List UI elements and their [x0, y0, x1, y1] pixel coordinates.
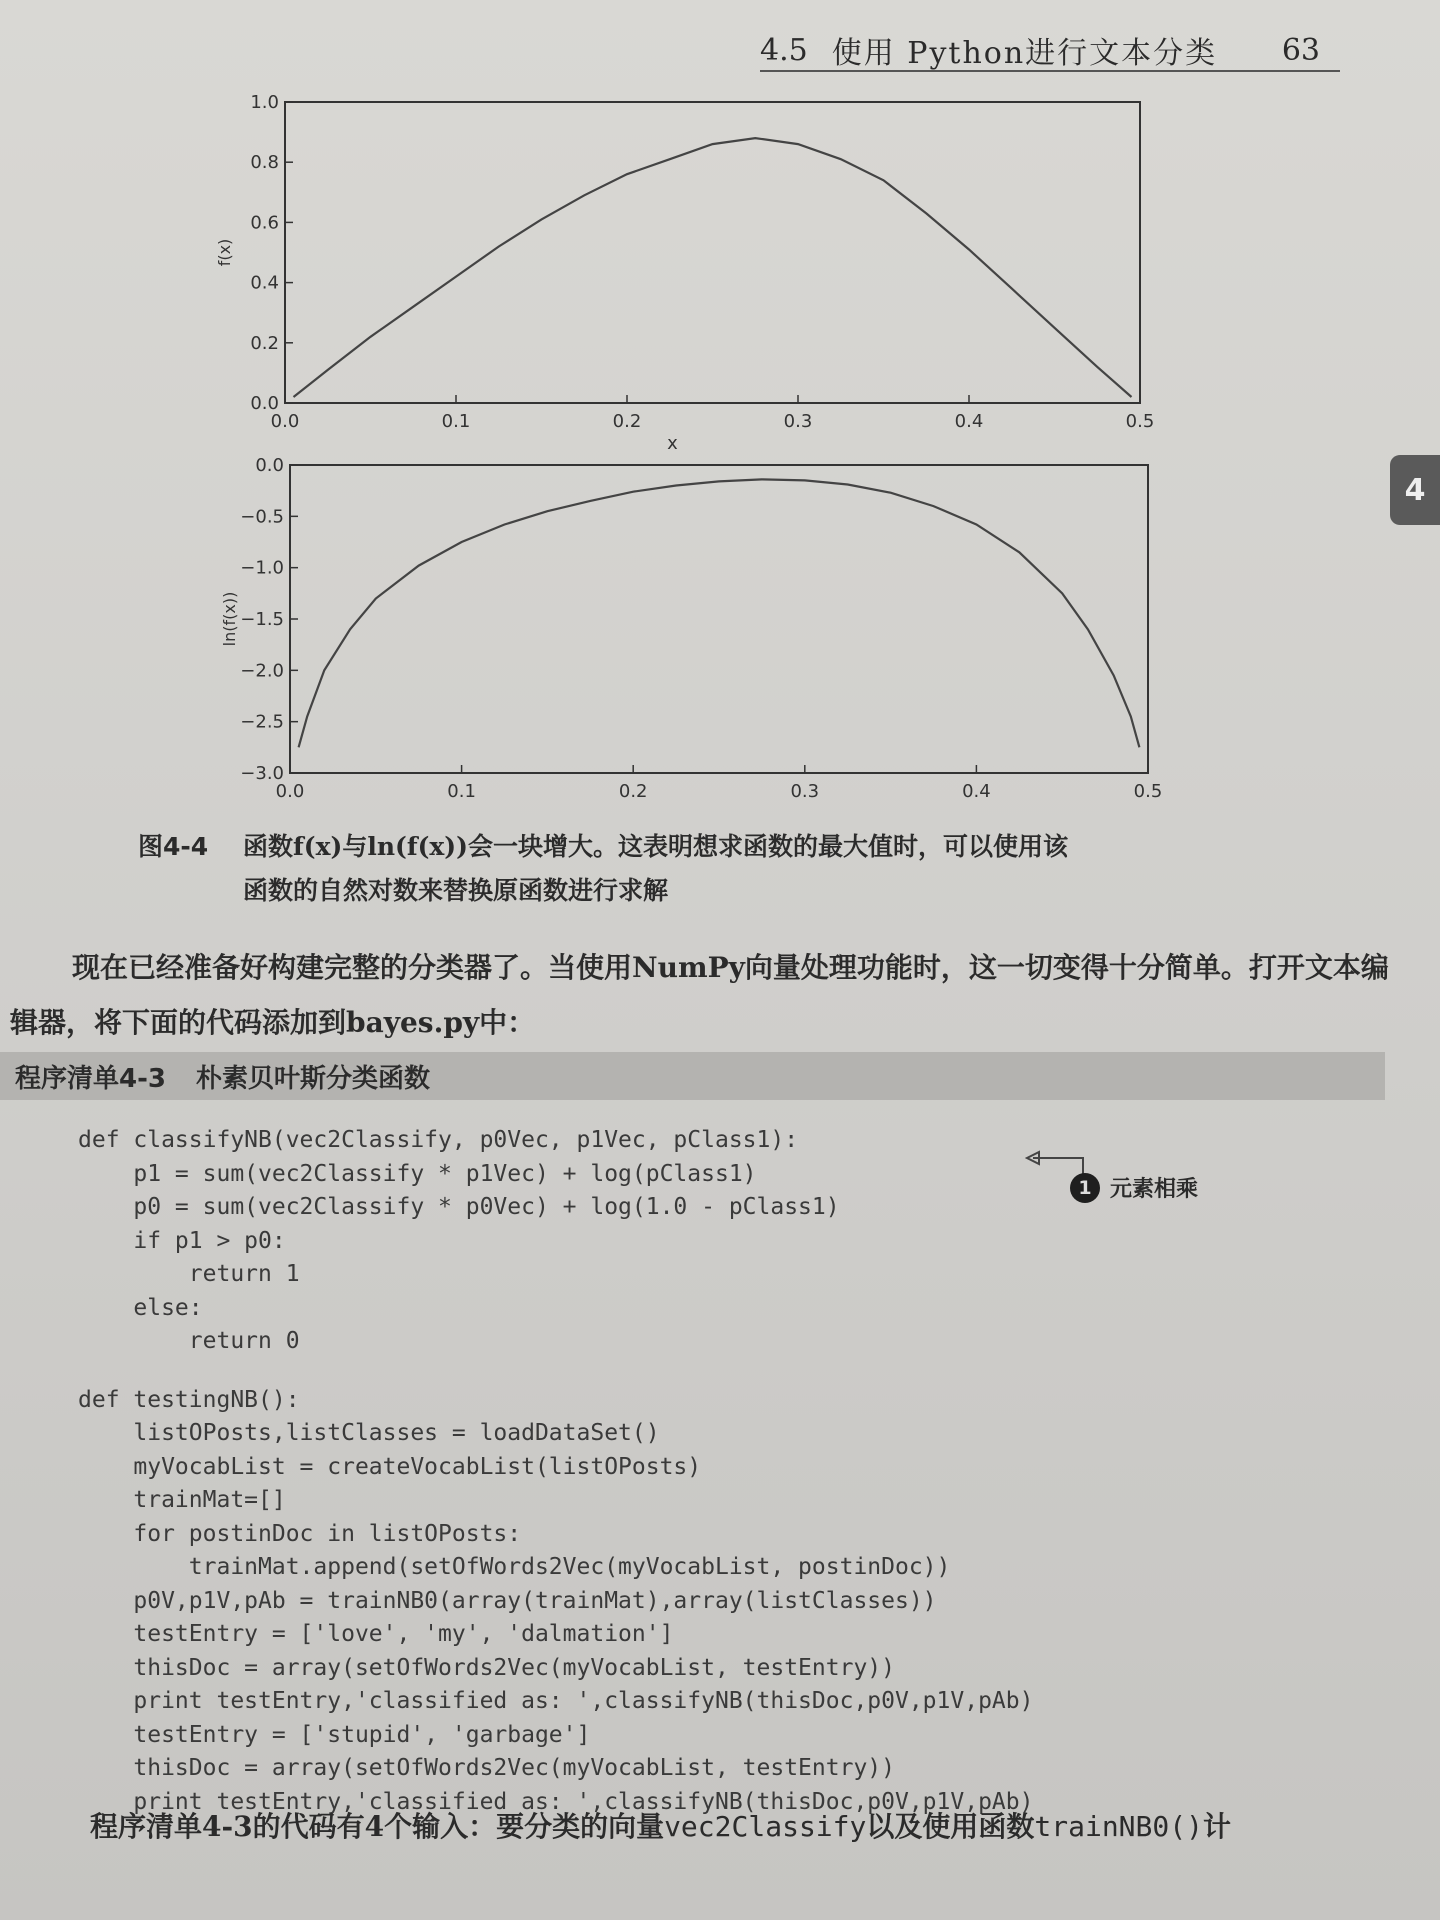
y-tick-label: −3.0 — [240, 763, 284, 784]
code-line: print testEntry,'classified as: ',classifyNB(thisDoc,p0V,p1V,pAb) — [78, 1688, 1034, 1714]
code-line: p0V,p1V,pAb = trainNB0(array(trainMat),array(listClasses)) — [78, 1587, 937, 1614]
series-line — [294, 138, 1132, 397]
code-line: def classifyNB(vec2Classify, p0Vec, p1Vec, pClass1): — [78, 1127, 799, 1153]
code-line: testEntry = ['stupid', 'garbage'] — [78, 1721, 591, 1748]
bottom-text-part1: 程序清单4-3的代码有4个输入：要分类的向量 — [90, 1810, 665, 1843]
x-tick-label: 0.4 — [954, 411, 984, 432]
section-number: 4.5 — [760, 32, 808, 68]
y-tick-label: −1.0 — [240, 557, 284, 579]
code-line: if p1 > p0: — [78, 1227, 286, 1254]
figure-label: 图4-4 — [138, 832, 209, 861]
section-title: 使用 Python进行文本分类 — [831, 36, 1218, 71]
x-tick-label: 0.4 — [962, 781, 991, 802]
x-tick-label: 0.5 — [1125, 411, 1155, 432]
code-line: myVocabList = createVocabList(listOPosts) — [78, 1453, 702, 1480]
y-axis-label: ln(f(x)) — [220, 591, 239, 647]
x-tick-label: 0.3 — [790, 781, 820, 802]
x-axis-label: x — [667, 433, 678, 454]
y-tick-label: 0.6 — [250, 212, 279, 234]
bottom-code-trainnb0: trainNB0() — [1034, 1810, 1203, 1843]
plot-frame — [285, 102, 1140, 403]
series-line — [299, 479, 1140, 747]
plot-frame — [290, 465, 1148, 773]
chapter-tab: 4 — [1390, 455, 1440, 525]
code-line: trainMat=[] — [78, 1487, 286, 1513]
code-line: return 1 — [78, 1261, 300, 1287]
y-tick-label: 0.2 — [250, 332, 279, 354]
y-tick-label: 0.0 — [255, 455, 284, 476]
body-paragraph: 现在已经准备好构建完整的分类器了。当使用NumPy向量处理功能时，这一切变得十分简单。打开文本编辑器，将下面的代码添加到bayes.py中： — [10, 951, 1389, 1039]
y-tick-label: −0.5 — [240, 506, 284, 528]
y-tick-label: −2.5 — [240, 711, 284, 733]
code-line: print testEntry,'classified as: ',classifyNB(thisDoc,p0V,p1V,pAb) — [78, 1788, 1034, 1815]
annotation-number: 1 — [1070, 1173, 1100, 1203]
x-tick-label: 0.1 — [447, 781, 476, 802]
code-line: thisDoc = array(setOfWords2Vec(myVocabList, testEntry)) — [78, 1654, 895, 1681]
bottom-code-vec2classify: vec2Classify — [664, 1810, 867, 1843]
listing-header — [0, 1052, 1385, 1100]
x-tick-label: 0.3 — [783, 411, 813, 432]
listing-title: 朴素贝叶斯分类函数 — [195, 1063, 430, 1094]
y-tick-label: −1.5 — [240, 609, 284, 630]
fx-plot — [200, 85, 1180, 470]
code-line: trainMat.append(setOfWords2Vec(myVocabList, postinDoc)) — [78, 1554, 951, 1580]
annotation-text: 元素相乘 — [1110, 1177, 1199, 1202]
code-line — [78, 1359, 1118, 1384]
caption-line-1: 函数f(x)与ln(f(x))会一块增大。这表明想求函数的最大值时，可以使用该 — [243, 832, 1068, 861]
listing-label: 程序清单4-3 — [15, 1063, 166, 1094]
code-line: def testingNB(): — [78, 1386, 300, 1413]
figure-caption — [138, 825, 1258, 913]
code-line: p0 = sum(vec2Classify * p0Vec) + log(1.0 - pClass1) — [78, 1194, 840, 1220]
bottom-text-part2: 以及使用函数 — [866, 1810, 1035, 1843]
bottom-text-part3: 计 — [1202, 1810, 1231, 1843]
page-number: 63 — [1281, 32, 1320, 68]
y-tick-label: 1.0 — [250, 92, 279, 113]
code-listing — [78, 1124, 1118, 1819]
y-tick-label: 0.8 — [250, 152, 279, 174]
x-tick-label: 0.5 — [1133, 781, 1163, 802]
code-line: testEntry = ['love', 'my', 'dalmation'] — [78, 1621, 674, 1647]
x-tick-label: 0.0 — [275, 781, 305, 802]
running-head — [760, 30, 1340, 72]
code-line: else: — [78, 1294, 203, 1321]
caption-line-2: 函数的自然对数来替换原函数进行求解 — [243, 876, 669, 905]
code-line: return 0 — [78, 1328, 300, 1354]
x-tick-label: 0.0 — [270, 411, 300, 432]
y-tick-label: 0.0 — [250, 393, 279, 414]
x-tick-label: 0.2 — [612, 411, 642, 432]
ln-fx-plot — [200, 455, 1180, 815]
y-tick-label: −2.0 — [240, 660, 284, 682]
code-line: listOPosts,listClasses = loadDataSet() — [78, 1420, 660, 1446]
code-line: for postinDoc in listOPosts: — [78, 1520, 522, 1547]
bottom-paragraph — [90, 1802, 1410, 1852]
y-tick-label: 0.4 — [250, 272, 279, 294]
x-tick-label: 0.1 — [441, 411, 471, 432]
code-line: p1 = sum(vec2Classify * p1Vec) + log(pClass1) — [78, 1160, 757, 1187]
code-line: thisDoc = array(setOfWords2Vec(myVocabList, testEntry)) — [78, 1755, 895, 1781]
y-axis-label: f(x) — [215, 238, 234, 267]
x-tick-label: 0.2 — [618, 781, 648, 802]
